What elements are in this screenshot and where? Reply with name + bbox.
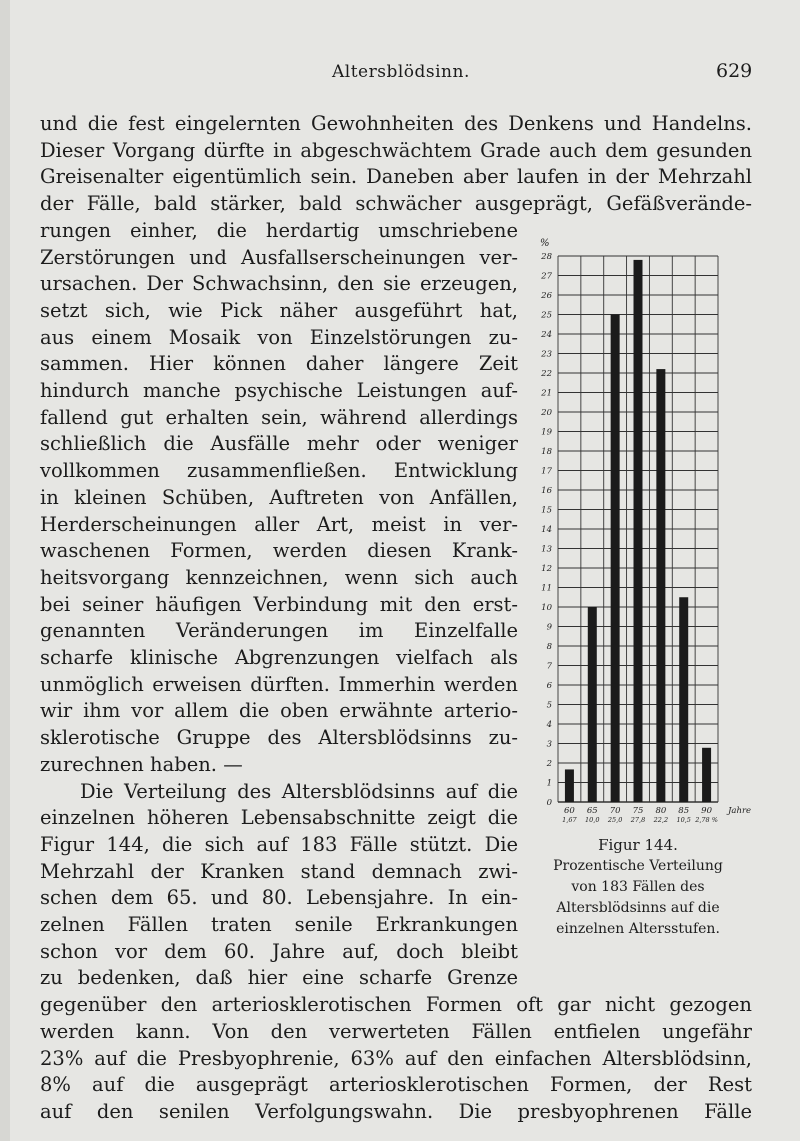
y-tick-label: 14 <box>541 525 552 535</box>
y-tick-label: 24 <box>541 330 552 340</box>
text-line: Dieser Vorgang dürfte in abgeschwächtem Grade auch dem gesunden <box>40 138 752 162</box>
text-line: sklerotische Gruppe des Altersblödsinns zu- <box>40 726 518 750</box>
text-line: zurechnen haben. — <box>40 752 243 776</box>
caption-line: Altersblödsinns auf die <box>556 900 720 916</box>
x-tick-label: 75 <box>632 806 644 816</box>
bar-value-label: 10,5 <box>676 816 691 824</box>
text-line: werden kann. Von den verwerteten Fällen entfielen ungefähr <box>40 1019 752 1043</box>
y-axis-unit: % <box>540 238 550 249</box>
bar <box>588 607 597 802</box>
text-line: der Fälle, bald stärker, bald schwächer ausgeprägt, Gefäßverände- <box>40 192 752 216</box>
text-line: 8% auf die ausgeprägt arteriosklerotischen Formen, der Rest <box>40 1073 752 1097</box>
figure-caption <box>528 835 748 940</box>
text-line: fallend gut erhalten sein, während allerdings <box>40 405 518 429</box>
bar <box>679 597 688 802</box>
y-tick-label: 28 <box>541 252 552 262</box>
x-tick-label: 65 <box>586 806 598 816</box>
y-tick-label: 22 <box>541 369 552 379</box>
text-line: schen dem 65. und 80. Lebensjahre. In ein- <box>40 886 518 910</box>
text-line: schließlich die Ausfälle mehr oder weniger <box>40 432 518 456</box>
bar <box>634 260 643 802</box>
y-tick-label: 10 <box>541 603 552 613</box>
bar-value-label: 22,2 <box>653 816 669 824</box>
y-tick-label: 12 <box>541 564 552 574</box>
x-tick-label: 60 <box>564 806 575 816</box>
y-tick-label: 3 <box>546 739 552 750</box>
y-tick-label: 27 <box>541 271 552 282</box>
text-line: hindurch manche psychische Leistungen auf- <box>40 379 518 402</box>
text-line: sammen. Hier können daher längere Zeit <box>40 352 518 376</box>
y-tick-label: 5 <box>546 700 552 711</box>
text-line: setzt sich, wie Pick näher ausgeführt hat, <box>40 298 518 322</box>
x-tick-label: 85 <box>678 806 690 816</box>
text-line: scharfe klinische Abgrenzungen vielfach als <box>40 646 518 669</box>
text-line: auf den senilen Verfolgungswahn. Die presbyophrenen Fälle <box>40 1099 752 1123</box>
bar-value-label: 1,67 <box>562 816 577 824</box>
text-line: Greisenalter eigentümlich sein. Daneben aber laufen in der Mehrzahl <box>40 165 752 189</box>
bar <box>656 369 665 802</box>
text-line: zu bedenken, daß hier eine scharfe Grenze <box>40 966 518 990</box>
y-tick-label: 16 <box>541 486 552 496</box>
bar-value-label: 2,78 % <box>695 816 718 824</box>
text-line: unmöglich erweisen dürften. Immerhin werden <box>40 672 518 696</box>
text-line: 23% auf die Presbyophrenie, 63% auf den einfachen Altersblödsinn, <box>40 1046 752 1070</box>
figure-label: Figur 144. <box>598 836 678 854</box>
y-tick-label: 8 <box>546 642 552 652</box>
text-line: bei seiner häufigen Verbindung mit den erst- <box>40 592 518 616</box>
text-line: waschenen Formen, werden diesen Krank- <box>40 539 518 563</box>
y-tick-label: 20 <box>541 408 552 418</box>
running-title: Altersblödsinn. <box>332 62 470 82</box>
text-line: einzelnen höheren Lebensabschnitte zeigt die <box>40 806 518 830</box>
y-tick-label: 25 <box>541 310 552 321</box>
y-tick-label: 0 <box>546 798 552 808</box>
y-tick-label: 2 <box>546 759 552 769</box>
y-tick-label: 17 <box>541 466 552 477</box>
bar-value-label: 27,8 <box>630 816 646 824</box>
caption-line: von 183 Fällen des <box>571 879 705 895</box>
text-line: gegenüber den arteriosklerotischen Formen oft gar nicht gezogen <box>40 993 752 1017</box>
y-tick-label: 6 <box>546 681 552 691</box>
y-tick-label: 23 <box>541 349 552 360</box>
text-line: rungen einher, die herdartig umschriebene <box>40 218 518 242</box>
x-tick-label: 70 <box>609 806 621 816</box>
text-line: in kleinen Schüben, Auftreten von Anfällen, <box>40 485 518 509</box>
y-tick-label: 21 <box>541 388 552 399</box>
text-line: Mehrzahl der Kranken stand demnach zwi- <box>40 859 518 883</box>
bar <box>702 748 711 802</box>
y-tick-label: 15 <box>541 505 552 516</box>
text-line: genannten Veränderungen im Einzelfalle <box>40 619 518 643</box>
y-tick-label: 9 <box>546 622 552 633</box>
running-header <box>0 62 800 86</box>
x-axis-unit: Jahre <box>728 806 752 816</box>
text-line: ursachen. Der Schwachsinn, den sie erzeugen, <box>40 272 518 296</box>
y-tick-label: 19 <box>541 427 552 438</box>
text-line: Die Verteilung des Altersblödsinns auf die <box>80 779 518 803</box>
bar-value-label: 10,0 <box>585 816 600 824</box>
y-tick-label: 26 <box>541 291 552 301</box>
y-tick-label: 11 <box>541 583 552 594</box>
x-tick-label: 90 <box>701 806 712 816</box>
x-tick-label: 80 <box>655 806 667 816</box>
text-line: Figur 144, die sich auf 183 Fälle stützt. Die <box>40 832 518 856</box>
y-tick-label: 1 <box>546 778 552 789</box>
text-line: schon vor dem 60. Jahre auf, doch bleibt <box>40 939 518 963</box>
caption-line: einzelnen Altersstufen. <box>556 921 720 937</box>
y-tick-label: 13 <box>541 544 552 555</box>
text-line: heitsvorgang kennzeichnen, wenn sich auch <box>40 565 518 589</box>
bar-value-label: 25,0 <box>607 816 623 824</box>
bar-chart-figure <box>530 236 760 826</box>
text-line: aus einem Mosaik von Einzelstörungen zu- <box>40 325 518 349</box>
bar <box>565 769 574 802</box>
y-tick-label: 4 <box>546 720 552 730</box>
text-line: zelnen Fällen traten senile Erkrankungen <box>40 913 518 936</box>
bar <box>611 315 620 803</box>
text-line: Zerstörungen und Ausfallserscheinungen ver- <box>40 245 518 269</box>
text-line: und die fest eingelernten Gewohnheiten des Denkens und Handelns. <box>40 112 752 135</box>
y-tick-label: 18 <box>541 447 552 457</box>
page-number: 629 <box>716 60 753 82</box>
y-tick-label: 7 <box>546 661 552 672</box>
text-line: Herderscheinungen aller Art, meist in ver- <box>40 512 518 536</box>
caption-line: Prozentische Verteilung <box>553 858 723 874</box>
text-line: vollkommen zusammenfließen. Entwicklung <box>40 459 518 483</box>
text-line: wir ihm vor allem die oben erwähnte arterio- <box>40 699 518 723</box>
